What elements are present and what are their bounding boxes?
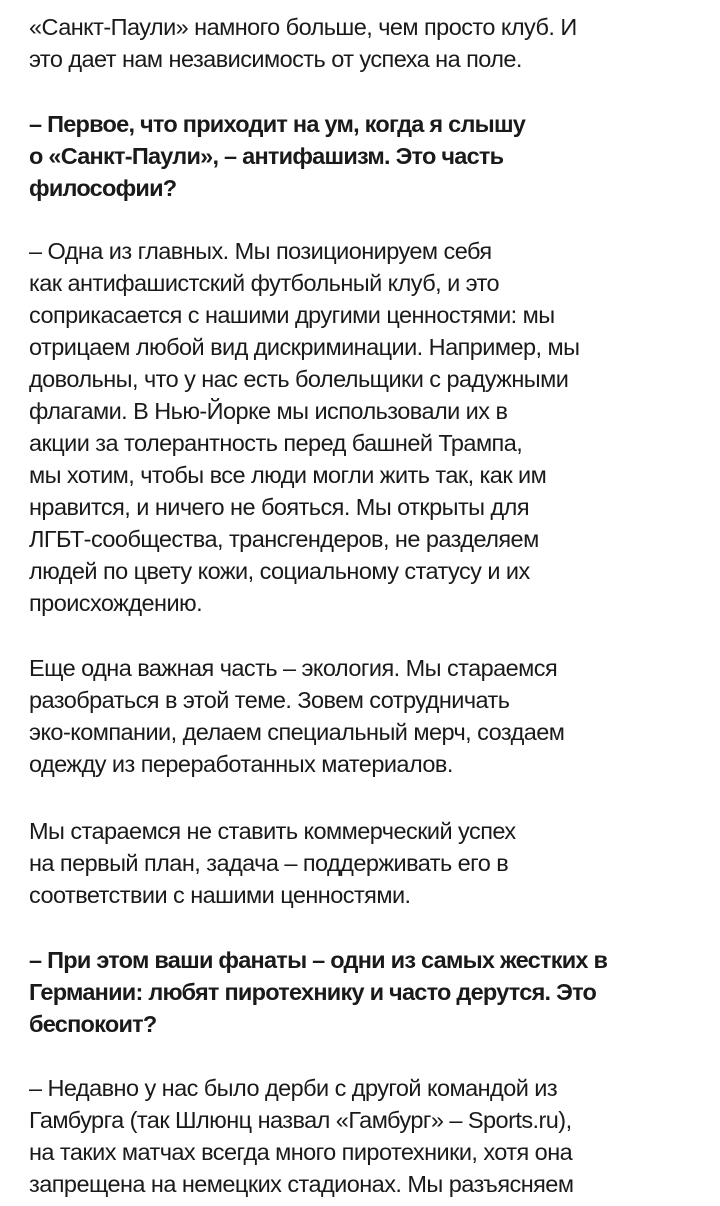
- text-line: «Санкт-Паули» намного больше, чем просто клуб. И: [29, 14, 577, 40]
- text-line: Гамбурга (так Шлюнц назвал «Гамбург» – Sports.ru),: [29, 1107, 572, 1133]
- text-line: – При этом ваши фанаты – одни из самых жестких в: [29, 947, 608, 973]
- text-line: ЛГБТ-сообщества, трансгендеров, не разделяем: [29, 526, 539, 552]
- answer-1: [29, 235, 579, 619]
- text-line: мы хотим, чтобы все люди могли жить так, как им: [29, 462, 547, 488]
- text-line: одежду из переработанных материалов.: [29, 751, 453, 777]
- text-line: Германии: любят пиротехнику и часто дерутся. Это: [29, 979, 597, 1005]
- question-1: [29, 108, 525, 204]
- text-line: – Первое, что приходит на ум, когда я слышу: [29, 111, 526, 137]
- text-line: акции за толерантность перед башней Трампа,: [29, 430, 523, 456]
- text-line: эко-компании, делаем специальный мерч, создаем: [29, 719, 565, 745]
- text-line: это дает нам независимость от успеха на поле.: [29, 46, 522, 72]
- text-line: соприкасается с нашими другими ценностями: мы: [29, 302, 555, 328]
- text-line: довольны, что у нас есть болельщики с радужными: [29, 366, 569, 392]
- text-line: беспокоит?: [29, 1011, 157, 1037]
- text-line: философии?: [29, 175, 177, 201]
- text-line: запрещена на немецких стадионах. Мы разъясняем: [29, 1171, 574, 1197]
- text-line: людей по цвету кожи, социальному статусу и их: [29, 558, 530, 584]
- answer-1-ecology: [29, 652, 564, 780]
- text-line: как антифашистский футбольный клуб, и это: [29, 270, 500, 296]
- text-line: о «Санкт-Паули», – антифашизм. Это часть: [29, 143, 504, 169]
- text-line: – Одна из главных. Мы позиционируем себя: [29, 238, 492, 264]
- text-line: происхождению.: [29, 590, 203, 616]
- text-line: нравится, и ничего не бояться. Мы открыты для: [29, 494, 529, 520]
- question-2: [29, 944, 607, 1040]
- intro-paragraph-tail: [29, 11, 577, 75]
- text-line: соответствии с нашими ценностями.: [29, 882, 411, 908]
- answer-2: [29, 1072, 573, 1200]
- text-line: на таких матчах всегда много пиротехники, хотя она: [29, 1139, 573, 1165]
- text-line: отрицаем любой вид дискриминации. Например, мы: [29, 334, 580, 360]
- text-line: на первый план, задача – поддерживать его в: [29, 850, 509, 876]
- answer-1-commerce: [29, 815, 516, 911]
- text-line: Мы стараемся не ставить коммерческий успех: [29, 818, 516, 844]
- text-line: – Недавно у нас было дерби с другой командой из: [29, 1075, 558, 1101]
- text-line: флагами. В Нью-Йорке мы использовали их в: [29, 398, 508, 424]
- text-line: разобраться в этой теме. Зовем сотрудничать: [29, 687, 510, 713]
- text-line: Еще одна важная часть – экология. Мы стараемся: [29, 655, 558, 681]
